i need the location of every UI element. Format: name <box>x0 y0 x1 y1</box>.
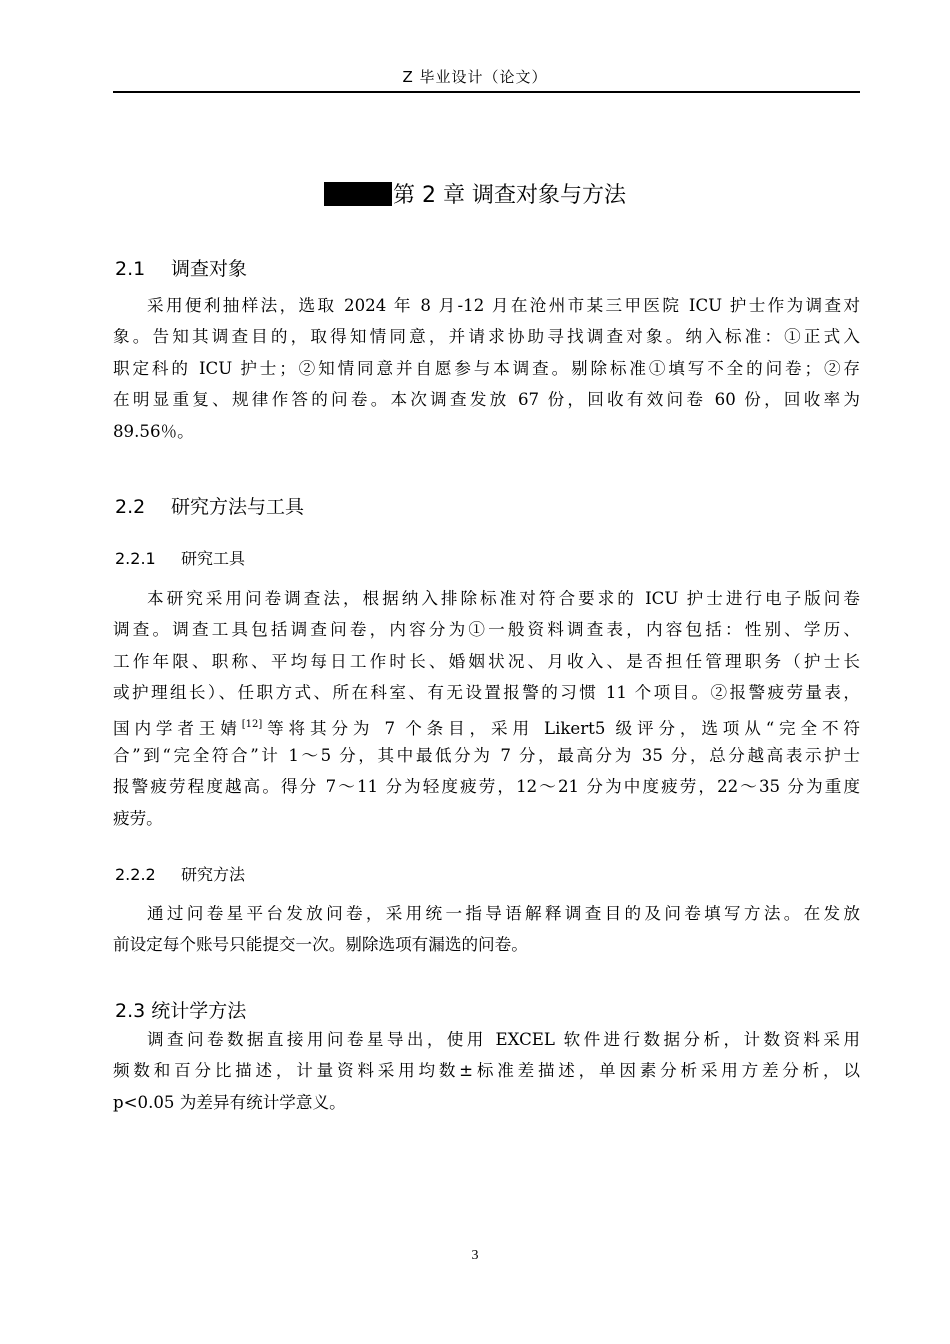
text-line <box>113 709 860 740</box>
section-number: 2.2.2 <box>115 865 156 884</box>
section-number: 2.2 <box>115 496 146 518</box>
section-heading-2-2 <box>115 492 304 519</box>
text-line: 频数和百分比描述，计量资料采用均数±标准差描述，单因素分析采用方差分析，以 <box>113 1061 860 1081</box>
text-line: 象。告知其调查目的，取得知情同意，并请求协助寻找调查对象。纳入标准：①正式入 <box>113 327 860 347</box>
text-run: 等将其分为 7 个条目，采用 Likert5 级评分，选项从“完全不符 <box>262 718 861 738</box>
paragraph-2-3 <box>113 1024 860 1118</box>
chapter-title-text: 第 2 章 调查对象与方法 <box>393 183 626 208</box>
section-title: 2.3 统计学方法 <box>115 1000 247 1022</box>
section-title: 研究方法与工具 <box>171 496 305 518</box>
text-line: 或护理组长）、任职方式、所在科室、有无设置报警的习惯 11 个项目。②报警疲劳量表， <box>113 683 860 703</box>
redaction-block <box>324 182 392 206</box>
section-title: 研究工具 <box>181 549 246 568</box>
text-line: 报警疲劳程度越高。得分 7～11 分为轻度疲劳，12～21 分为中度疲劳，22～35 分为重度 <box>113 777 860 797</box>
chapter-title <box>0 178 950 209</box>
section-heading-2-3 <box>115 996 246 1023</box>
text-line: 89.56％。 <box>113 421 194 441</box>
section-title: 研究方法 <box>181 865 246 884</box>
text-line: 调查。调查工具包括调查问卷，内容分为①一般资料调查表，内容包括：性别、学历、 <box>113 620 860 640</box>
section-title: 调查对象 <box>171 258 248 280</box>
section-heading-2-2-2 <box>115 862 245 885</box>
paragraph-2-2-1 <box>113 583 860 834</box>
citation-marker: [12] <box>241 718 263 730</box>
text-line: 通过问卷星平台发放问卷，采用统一指导语解释调查目的及问卷填写方法。在发放 <box>147 904 860 923</box>
header-rule <box>113 91 860 93</box>
page-number: 3 <box>471 1248 479 1263</box>
text-line: 在明显重复、规律作答的问卷。本次调查发放 67 份，回收有效问卷 60 份，回收率为 <box>113 390 860 410</box>
text-line: 疲劳。 <box>113 808 163 828</box>
section-number: 2.1 <box>115 258 146 280</box>
text-line: 合”到“完全符合”计 1～5 分，其中最低分为 7 分，最高分为 35 分，总分越高表示护士 <box>113 745 860 765</box>
text-line: 职定科的 ICU 护士；②知情同意并自愿参与本调查。剔除标准①填写不全的问卷；②存 <box>113 358 860 378</box>
text-line: 采用便利抽样法，选取 2024 年 8 月-12 月在沧州市某三甲医院 ICU 护士作为调查对 <box>147 296 860 315</box>
section-heading-2-1 <box>115 254 247 281</box>
text-run: 国内学者王婧 <box>113 718 242 738</box>
running-header: Z 毕业设计（论文） <box>402 68 548 86</box>
section-heading-2-2-1 <box>115 546 245 569</box>
text-line: p<0.05 为差异有统计学意义。 <box>113 1092 346 1112</box>
text-line: 前设定每个账号只能提交一次。剔除选项有漏选的问卷。 <box>113 935 528 955</box>
section-number: 2.2.1 <box>115 549 156 568</box>
paragraph-2-1 <box>113 290 860 447</box>
paragraph-2-2-2 <box>113 898 860 961</box>
text-line: 调查问卷数据直接用问卷星导出，使用 EXCEL 软件进行数据分析，计数资料采用 <box>147 1030 860 1049</box>
text-line: 工作年限、职称、平均每日工作时长、婚姻状况、月收入、是否担任管理职务（护士长 <box>113 651 860 671</box>
text-line: 本研究采用问卷调查法，根据纳入排除标准对符合要求的 ICU 护士进行电子版问卷 <box>147 589 860 608</box>
